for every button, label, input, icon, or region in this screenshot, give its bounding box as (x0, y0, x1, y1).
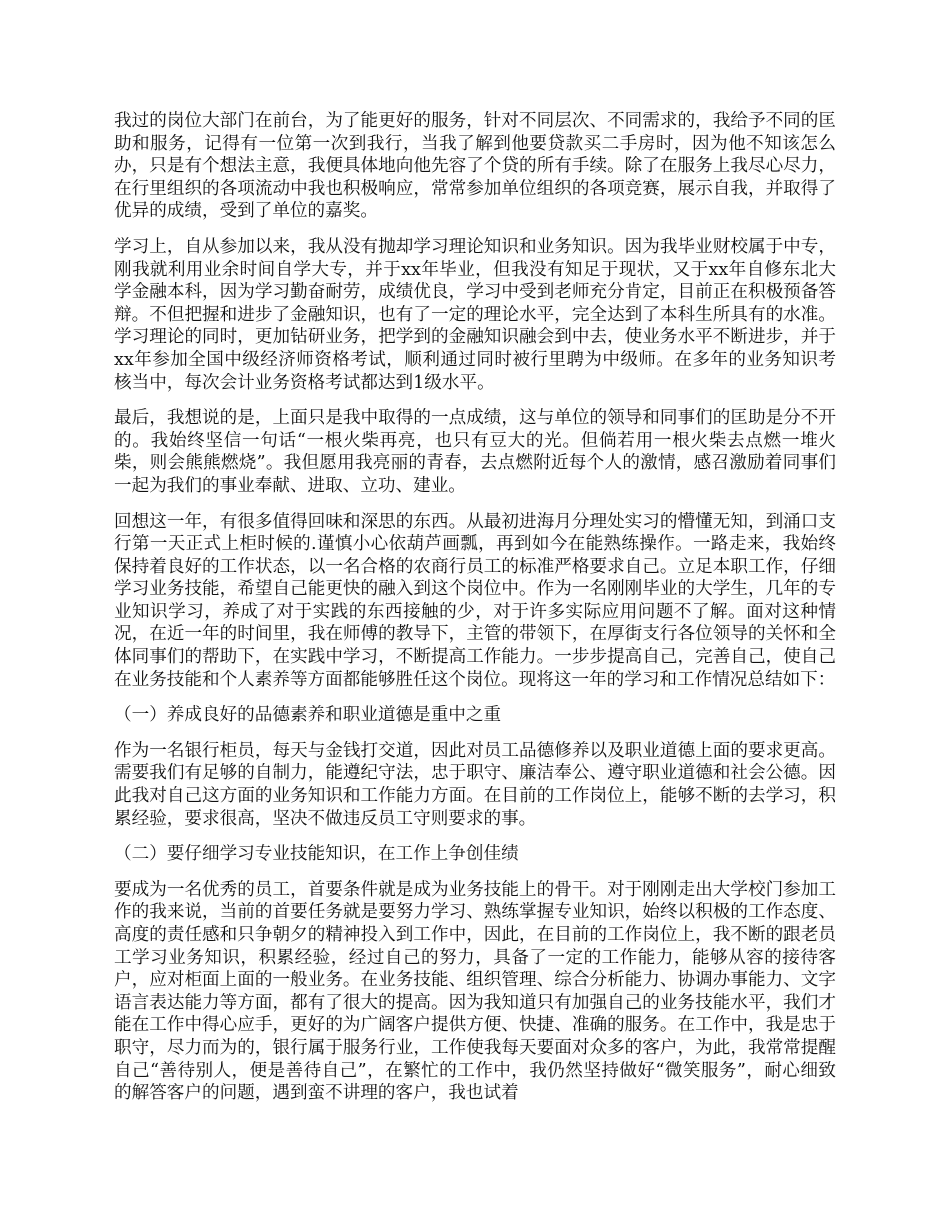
paragraph-1: 我过的岗位大部门在前台，为了能更好的服务，针对不同层次、不同需求的，我给予不同的匡助和服务，记得有一位第一次到我行，当我了解到他要贷款买二手房时，因为他不知该怎么办，只是有个想法主意，我便具体地向他先容了个贷的所有手续。除了在服务上我尽心尽力，在行里组织的各项流动中我也积极响应，常常参加单位组织的各项竞赛，展示自我，并取得了优异的成绩，受到了单位的嘉奖。 (114, 111, 836, 222)
section-heading-2: （二）要仔细学习专业技能知识，在工作上争创佳绩 (114, 844, 519, 865)
paragraph-2: 学习上，自从参加以来，我从没有抛却学习理论知识和业务知识。因为我毕业财校属于中专，刚我就利用业余时间自学大专，并于xx年毕业，但我没有知足于现状，又于xx年自修东北大学金融本科，因为学习勤奋耐劳，成绩优良，学习中受到老师充分肯定，目前正在积极预备答辩。不但把握和进步了金融知识，也有了一定的理论水平，完全达到了本科生所具有的水准。学习理论的同时，更加钻研业务，把学到的金融知识融会到中去，使业务水平不断进步，并于xx年参加全国中级经济师资格考试，顺利通过同时被行里聘为中级师。在多年的业务知识考核当中，每次会计业务资格考试都达到1级水平。 (114, 236, 836, 393)
paragraph-6: 要成为一名优秀的员工，首要条件就是成为业务技能上的骨干。对于刚刚走出大学校门参加工作的我来说，当前的首要任务就是要努力学习、熟练掌握专业知识，始终以积极的工作态度、高度的责任感和只争朝夕的精神投入到工作中，因此，在目前的工作岗位上，我不断的跟老员工学习业务知识，积累经验，经过自己的努力，具备了一定的工作能力，能够从容的接待客户，应对柜面上面的一般业务。在业务技能、组织管理、综合分析能力、协调办事能力、文字语言表达能力等方面，都有了很大的提高。因为我知道只有加强自己的业务技能水平，我们才能在工作中得心应手，更好的为广阔客户提供方便、快捷、准确的服务。在工作中，我是忠于职守，尽力而为的，银行属于服务行业，工作使我每天要面对众多的客户，为此，我常常提醒自己“善待别人，便是善待自己”，在繁忙的工作中，我仍然坚持做好“微笑服务”，耐心细致的解答客户的问题，遇到蛮不讲理的客户，我也试着 (114, 879, 836, 1104)
paragraph-5: 作为一名银行柜员，每天与金钱打交道，因此对员工品德修养以及职业道德上面的要求更高。需要我们有足够的自制力，能遵纪守法，忠于职守、廉洁奉公、遵守职业道德和社会公德。因此我对自己这方面的业务知识和工作能力方面。在目前的工作岗位上，能够不断的去学习，积累经验，要求很高，坚决不做违反员工守则要求的事。 (114, 740, 836, 829)
section-heading-1: （一）养成良好的品德素养和职业道德是重中之重 (114, 705, 502, 726)
paragraph-4: 回想这一年，有很多值得回味和深思的东西。从最初进海月分理处实习的懵懂无知，到涌口支行第一天正式上柜时候的.谨慎小心依葫芦画瓢，再到如今在能熟练操作。一路走来，我始终保持着良好的工作状态，以一名合格的农商行员工的标准严格要求自己。立足本职工作，仔细学习业务技能，希望自己能更快的融入到这个岗位中。作为一名刚刚毕业的大学生，几年的专业知识学习，养成了对于实践的东西接触的少，对于许多实际应用问题不了解。面对这种情况，在近一年的时间里，我在师傅的教导下，主管的带领下，在厚街支行各位领导的关怀和全体同事们的帮助下，在实践中学习，不断提高工作能力。一步步提高自己，完善自己，使自己在业务技能和个人素养等方面都能够胜任这个岗位。现将这一年的学习和工作情况总结如下： (114, 511, 836, 690)
document-body (114, 110, 836, 1118)
paragraph-3: 最后，我想说的是，上面只是我中取得的一点成绩，这与单位的领导和同事们的匡助是分不开的。我始终坚信一句话“一根火柴再亮，也只有豆大的光。但倘若用一根火柴去点燃一堆火柴，则会熊熊燃烧”。我但愿用我亮丽的青春，去点燃附近每个人的激情，感召激励着同事们一起为我们的事业奉献、进取、立功、建业。 (114, 408, 836, 496)
